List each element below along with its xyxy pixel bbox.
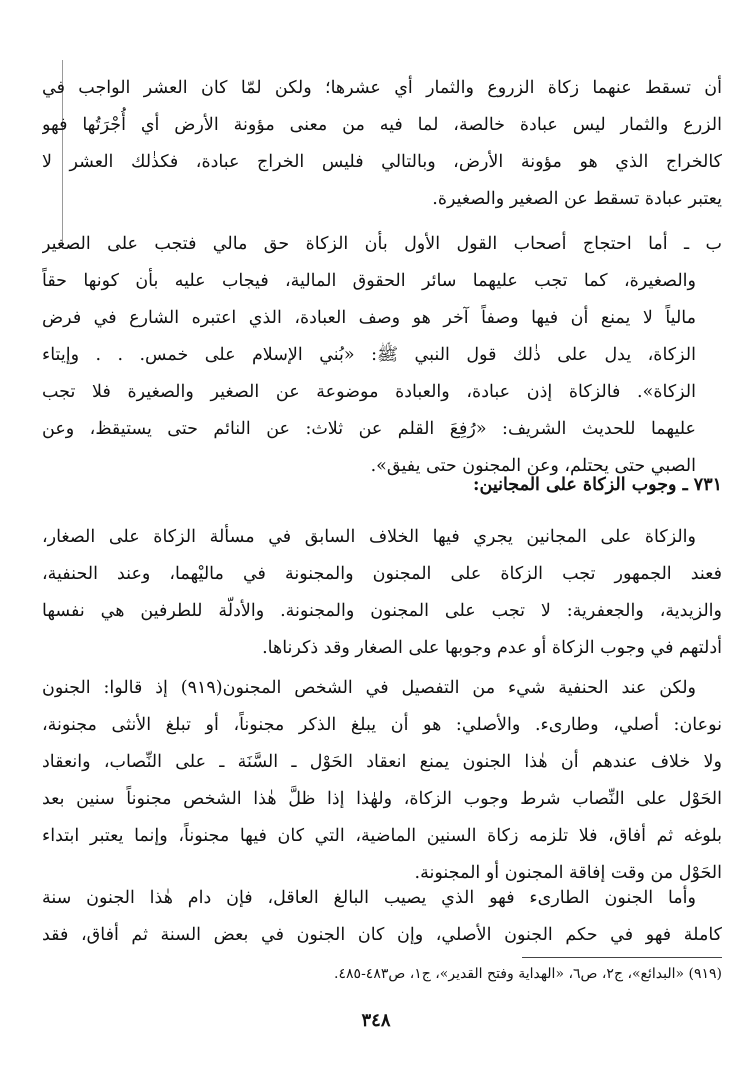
paragraph-5	[42, 880, 722, 954]
text-line: الصبي حتى يحتلم، وعن المجنون حتى يفيق».	[370, 456, 696, 476]
text-line: الحَوْل على النِّصاب شرط وجوب الزكاة، ولهٰذا إذا ظلَّ هٰذا الشخص مجنوناً سنين بعد	[42, 789, 722, 809]
text-line: الحَوْل من وقت إفاقة المجنون أو المجنونة.	[414, 863, 722, 883]
text-line: فعند الجمهور تجب الزكاة على المجنون والمجنونة في ماليْهما، وعند الحنفية،	[42, 564, 722, 584]
text-line: الزكاة، يدل على ذٰلك قول النبي ﷺ: «بُني الإسلام على خمس. . . وإيتاء	[42, 345, 696, 365]
text-line: أن تسقط عنهما زكاة الزروع والثمار أي عشرها؛ ولكن لمّا كان العشر الواجب في	[42, 78, 722, 98]
paragraph-1	[42, 70, 722, 218]
text-line: أدلتهم في وجوب الزكاة أو عدم وجوبها على الصغار وقد ذكرناها.	[262, 638, 722, 658]
text-line: كالخراج الذي هو مؤونة الأرض، وبالتالي فليس الخراج عبادة، فكذٰلك العشر لا	[42, 152, 722, 172]
text-line: نوعان: أصلي، وطارىء. والأصلي: هو أن يبلغ الذكر مجنوناً، أو تبلغ الأنثى مجنونة،	[42, 715, 722, 735]
text-line: عليهما للحديث الشريف: «رُفِعَ القلم عن ثلاث: عن النائم حتى يستيقظ، وعن	[42, 419, 696, 439]
text-line: كاملة فهو في حكم الجنون الأصلي، وإن كان الجنون في بعض السنة ثم أفاق، فقد	[42, 925, 722, 945]
paragraph-3	[42, 519, 722, 667]
text-line: بلوغه ثم أفاق، فلا تلزمه زكاة السنين الماضية، التي كان فيها مجنوناً، وإنما يعتبر ابتداء	[42, 826, 722, 846]
text-line: والصغيرة، كما تجب عليهما سائر الحقوق المالية، فيجاب عليه بأن كونها حقاً	[42, 271, 696, 291]
text-line: الزرع والثمار ليس عبادة خالصة، لما فيه من معنى مؤونة الأرض أي أُجْرَتُها فهو	[42, 115, 722, 135]
text-line: وأما الجنون الطارىء فهو الذي يصيب البالغ العاقل، فإن دام هٰذا الجنون سنة	[42, 888, 696, 908]
text-line: ب ـ أما احتجاج أصحاب القول الأول بأن الزكاة حق مالي فتجب على الصغير	[42, 234, 722, 254]
text-line: والزكاة على المجانين يجري فيها الخلاف السابق في مسألة الزكاة على الصغار،	[42, 527, 696, 547]
text-line: ولا خلاف عندهم أن هٰذا الجنون يمنع انعقاد الحَوْل ـ السَّنَة ـ على النِّصاب، وانعقاد	[42, 752, 722, 772]
text-line: ولكن عند الحنفية شيء من التفصيل في الشخص المجنون(٩١٩) إذ قالوا: الجنون	[42, 678, 696, 698]
text-line: الزكاة». فالزكاة إذن عبادة، والعبادة موضوعة عن الصغير والصغيرة فلا تجب	[42, 382, 696, 402]
footnote-separator	[522, 957, 722, 958]
text-line: مالياً لا يمنع أن فيها وصفاً آخر هو وصف العبادة، الذي اعتبره الشارع في فرض	[42, 308, 696, 328]
footnote: (٩١٩) «البدائع»، ج٢، ص٦، «الهداية وفتح القدير»، ج١، ص٤٨٣-٤٨٥.	[334, 966, 722, 982]
section-heading: ٧٣١ ـ وجوب الزكاة على المجانين:	[473, 475, 722, 495]
text-line: يعتبر عبادة تسقط عن الصغير والصغيرة.	[432, 189, 722, 209]
page-number: ٣٤٨	[361, 1010, 391, 1031]
text-line: والزيدية، والجعفرية: لا تجب على المجنون والمجنونة. والأدلّة للطرفين هي نفسها	[42, 601, 722, 621]
paragraph-2	[42, 226, 722, 485]
paragraph-4	[42, 670, 722, 892]
